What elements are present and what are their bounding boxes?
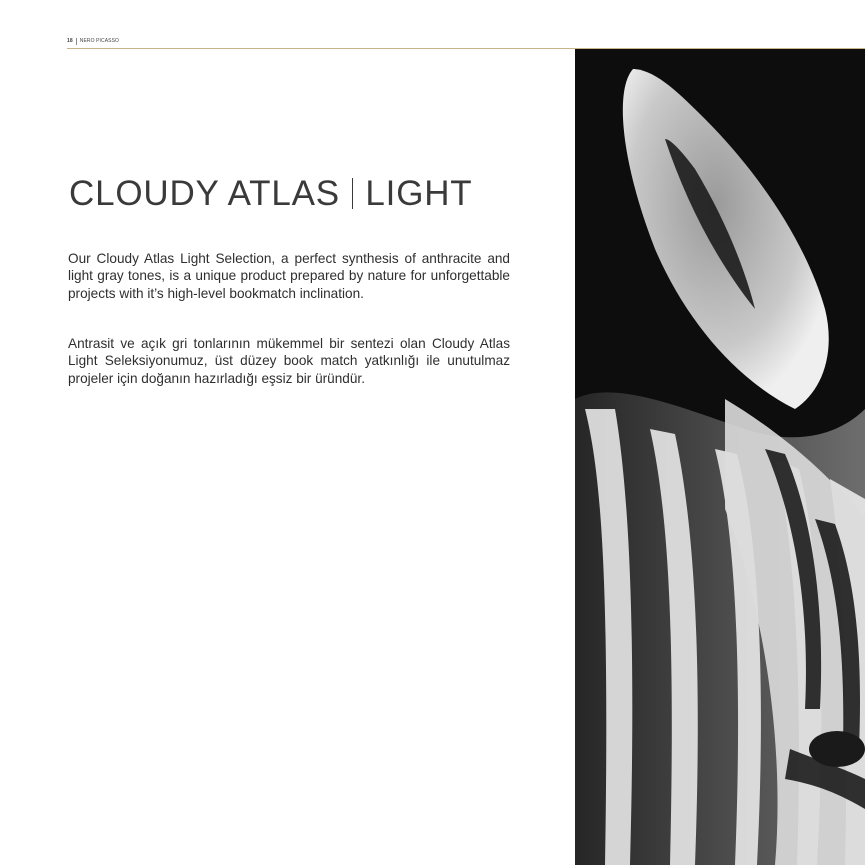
page-title	[69, 174, 472, 214]
zebra-photo	[575, 49, 865, 865]
zebra-illustration	[575, 49, 865, 865]
header-separator	[76, 38, 77, 45]
paragraph-turkish: Antrasit ve açık gri tonlarının mükemmel bir sentezi olan Cloudy Atlas Light Seleksiyonumuz, üst düzey book match yatkınlığı ile unutulmaz projeler için doğanın hazırladığı eşsiz bir üründür.	[68, 336, 510, 386]
zebra-eye	[809, 731, 865, 767]
title-divider	[352, 178, 354, 209]
page-number: 18	[67, 38, 73, 44]
title-primary: CLOUDY ATLAS	[69, 174, 340, 213]
title-secondary: LIGHT	[365, 174, 473, 213]
paragraph-english: Our Cloudy Atlas Light Selection, a perfect synthesis of anthracite and light gray tones, is a unique product prepared by nature for unforgettable projects with it’s high-level bookmatch inclination.	[68, 251, 510, 301]
page-header	[67, 36, 119, 46]
brand-name: NERO PICASSO	[79, 38, 120, 44]
